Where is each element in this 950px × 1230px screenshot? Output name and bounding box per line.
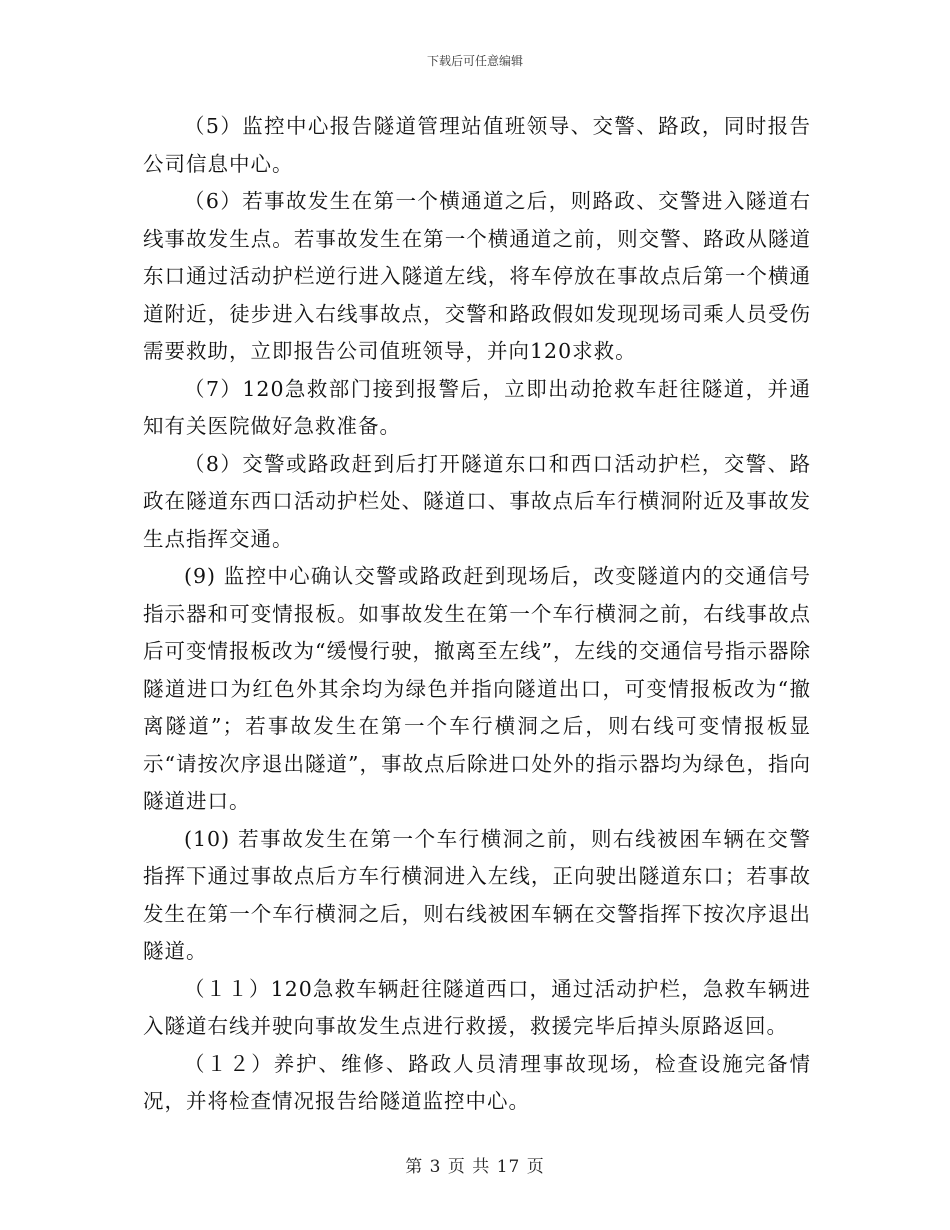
paragraph-5: （5）监控中心报告隧道管理站值班领导、交警、路政，同时报告公司信息中心。 [143, 114, 811, 176]
paragraph-8: （8）交警或路政赶到后打开隧道东口和西口活动护栏，交警、路政在隧道东西口活动护栏处、隧道口、事故点后车行横洞附近及事故发生点指挥交通。 [143, 451, 811, 551]
paragraph-6: （6）若事故发生在第一个横通道之后，则路政、交警进入隧道右线事故发生点。若事故发生在第一个横通道之前，则交警、路政从隧道东口通过活动护栏逆行进入隧道左线，将车停放在事故点后第一个横通道附近，徒步进入右线事故点，交警和路政假如发现现场司乘人员受伤需要救助，立即报告公司值班领导，并向120求救。 [143, 189, 811, 363]
paragraph-10: (10) 若事故发生在第一个车行横洞之前，则右线被困车辆在交警指挥下通过事故点后方车行横洞进入左线，正向驶出隧道东口；若事故发生在第一个车行横洞之后，则右线被困车辆在交警指挥下按次序退出隧道。 [143, 826, 811, 963]
paragraph-9: (9) 监控中心确认交警或路政赶到现场后，改变隧道内的交通信号指示器和可变情报板。如事故发生在第一个车行横洞之前，右线事故点后可变情报板改为“缓慢行驶，撤离至左线”，左线的交通信号指示器除隧道进口为红色外其余均为绿色并指向隧道出口，可变情报板改为“撤离隧道”；若事故发生在第一个车行横洞之后，则右线可变情报板显示“请按次序退出隧道”，事故点后除进口处外的指示器均为绿色，指向隧道进口。 [143, 564, 811, 813]
page-number-footer: 第 3 页 共 17 页 [405, 1157, 545, 1177]
page-header-note: 下载后可任意编辑 [426, 54, 523, 68]
paragraph-7: （7）120急救部门接到报警后，立即出动抢救车赶往隧道，并通知有关医院做好急救准备。 [143, 376, 811, 438]
document-body [143, 108, 811, 1121]
paragraph-12: （１２）养护、维修、路政人员清理事故现场，检查设施完备情况，并将检查情况报告给隧道监控中心。 [143, 1051, 811, 1113]
paragraph-11: （１１）120急救车辆赶往隧道西口，通过活动护栏，急救车辆进入隧道右线并驶向事故发生点进行救援，救援完毕后掉头原路返回。 [143, 976, 811, 1038]
